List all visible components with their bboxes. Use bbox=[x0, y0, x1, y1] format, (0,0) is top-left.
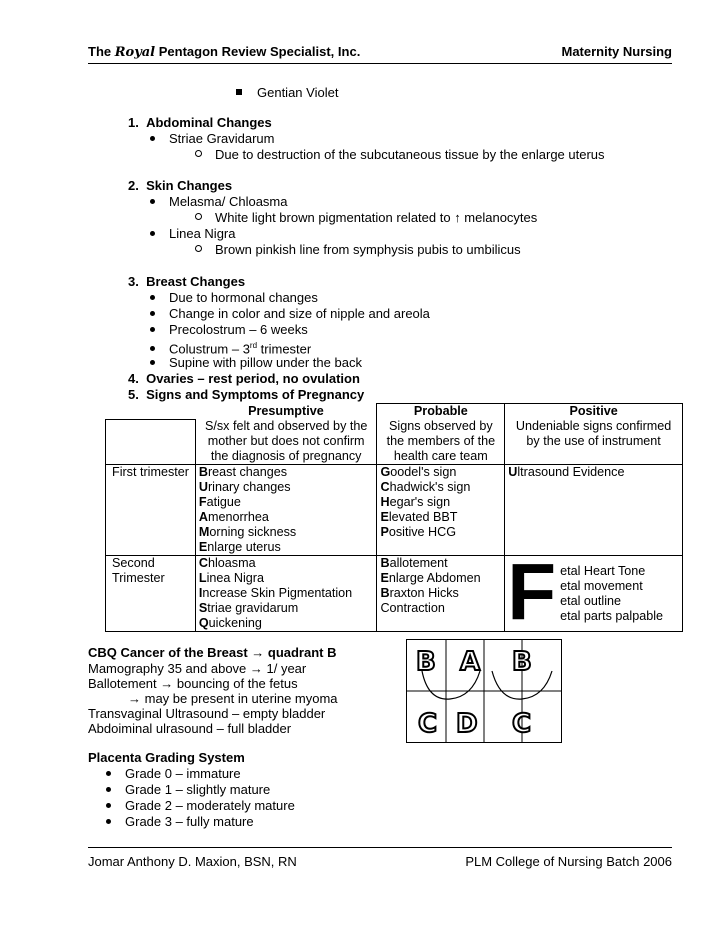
right-arrow-icon: → bbox=[249, 661, 263, 676]
bullet-icon bbox=[150, 199, 155, 204]
table-cell: F etal Heart Tone etal movement etal outline etal parts palpable bbox=[505, 556, 683, 632]
page-header bbox=[88, 41, 672, 64]
up-arrow-icon: ↑ bbox=[454, 210, 461, 225]
list-item: Gentian Violet bbox=[236, 85, 338, 101]
section-heading: 1. Abdominal Changes bbox=[128, 115, 272, 130]
quadrant-label: C bbox=[512, 709, 532, 739]
bullet-icon bbox=[150, 311, 155, 316]
cbq-line: → may be present in uterine myoma bbox=[128, 691, 338, 706]
table-row bbox=[106, 465, 683, 556]
cbq-line: Ballotement → bouncing of the fetus bbox=[88, 676, 298, 691]
list-item: Due to hormonal changes bbox=[150, 290, 318, 306]
list-item: White light brown pigmentation related to ↑ melanocytes bbox=[195, 210, 537, 226]
signs-table bbox=[105, 403, 683, 636]
big-f-letter: F bbox=[507, 547, 557, 636]
list-item: Melasma/ Chloasma bbox=[150, 194, 288, 210]
list-item: Grade 2 – moderately mature bbox=[106, 798, 295, 814]
list-item: Supine with pillow under the back bbox=[150, 355, 362, 371]
square-bullet-icon bbox=[236, 89, 242, 95]
list-item: Due to destruction of the subcutaneous tissue by the enlarge uterus bbox=[195, 147, 605, 163]
quadrant-label: B bbox=[416, 647, 436, 677]
quadrant-label: D bbox=[456, 709, 478, 739]
table-cell: Undeniable signs confirmed by the use of instrument bbox=[505, 419, 683, 465]
table-cell: Ultrasound Evidence bbox=[505, 465, 683, 556]
bullet-icon bbox=[106, 787, 111, 792]
list-item: Change in color and size of nipple and areola bbox=[150, 306, 430, 322]
cbq-line: Transvaginal Ultrasound – empty bladder bbox=[88, 706, 326, 721]
circle-bullet-icon bbox=[195, 150, 202, 157]
quadrant-label: C bbox=[418, 709, 438, 739]
table-row bbox=[106, 419, 683, 465]
table-row bbox=[106, 404, 683, 420]
cbq-heading: CBQ Cancer of the Breast → quadrant B bbox=[88, 645, 337, 660]
section-heading: 4. Ovaries – rest period, no ovulation bbox=[128, 371, 360, 386]
table-cell: Second Trimester bbox=[106, 556, 196, 632]
bullet-icon bbox=[106, 803, 111, 808]
list-item: Brown pinkish line from symphysis pubis to umbilicus bbox=[195, 242, 521, 258]
bullet-icon bbox=[150, 295, 155, 300]
table-header: Probable bbox=[377, 404, 505, 420]
table-cell: Signs observed by the members of the health care team bbox=[377, 419, 505, 465]
section-heading: 3. Breast Changes bbox=[128, 274, 246, 289]
table-cell: S/sx felt and observed by the mother but does not confirm the diagnosis of pregnancy bbox=[195, 419, 377, 465]
table-cell: Ballotement Enlarge Abdomen Braxton Hicks Contraction bbox=[377, 556, 505, 632]
header-royal-word: Royal bbox=[114, 45, 156, 60]
circle-bullet-icon bbox=[195, 213, 202, 220]
footer-author: Jomar Anthony D. Maxion, BSN, RN bbox=[88, 854, 297, 869]
table-cell: First trimester bbox=[106, 465, 196, 556]
header-subject: Maternity Nursing bbox=[561, 44, 672, 59]
table-header: Presumptive bbox=[195, 404, 377, 420]
right-arrow-icon: → bbox=[251, 645, 265, 660]
list-item: Striae Gravidarum bbox=[150, 131, 274, 147]
bullet-icon bbox=[106, 819, 111, 824]
list-item: Precolostrum – 6 weeks bbox=[150, 322, 308, 338]
list-item: Grade 3 – fully mature bbox=[106, 814, 254, 830]
list-item: Colustrum – 3rd trimester bbox=[150, 338, 311, 357]
list-item: Grade 1 – slightly mature bbox=[106, 782, 270, 798]
bullet-icon bbox=[150, 346, 155, 351]
footer-college: PLM College of Nursing Batch 2006 bbox=[465, 854, 672, 869]
right-arrow-icon: → bbox=[128, 691, 141, 706]
section-heading: 2. Skin Changes bbox=[128, 178, 233, 193]
section-heading: 5. Signs and Symptoms of Pregnancy bbox=[128, 387, 365, 402]
bullet-icon bbox=[150, 231, 155, 236]
list-item: Linea Nigra bbox=[150, 226, 236, 242]
bullet-icon bbox=[106, 771, 111, 776]
placenta-heading: Placenta Grading System bbox=[88, 750, 245, 765]
table-cell: Goodel's sign Chadwick's sign Hegar's sign Elevated BBT Positive HCG bbox=[377, 465, 505, 556]
table-cell: Breast changes Urinary changes Fatigue Amenorrhea Morning sickness Enlarge uterus bbox=[195, 465, 377, 556]
cbq-line: Mamography 35 and above → 1/ year bbox=[88, 661, 307, 676]
circle-bullet-icon bbox=[195, 245, 202, 252]
table-row bbox=[106, 556, 683, 632]
page-footer bbox=[88, 847, 672, 869]
table-header: Positive bbox=[505, 404, 683, 420]
quadrant-label: B bbox=[512, 647, 532, 677]
right-arrow-icon: → bbox=[160, 676, 174, 691]
bullet-icon bbox=[150, 136, 155, 141]
breast-quadrant-diagram bbox=[406, 639, 562, 743]
quadrant-label: A bbox=[460, 647, 481, 677]
cbq-line: Abdoiminal ulrasound – full bladder bbox=[88, 721, 292, 736]
bullet-icon bbox=[150, 360, 155, 365]
list-item: Grade 0 – immature bbox=[106, 766, 241, 782]
header-company: The Royal Pentagon Review Specialist, Inc. bbox=[88, 44, 361, 60]
bullet-icon bbox=[150, 327, 155, 332]
table-cell: Chloasma Linea Nigra Increase Skin Pigmentation Striae gravidarum Quickening bbox=[195, 556, 377, 632]
